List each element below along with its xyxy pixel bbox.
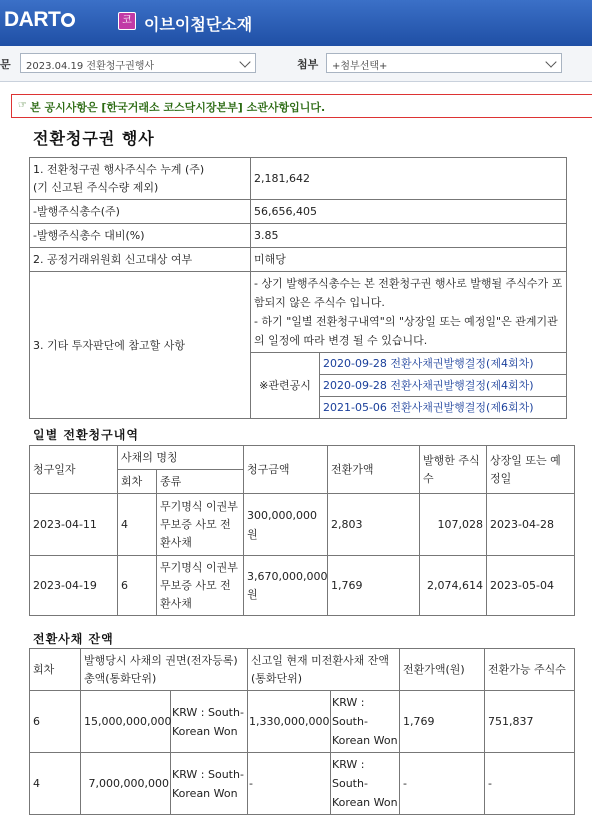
cell-remaining-amount: 1,330,000,000 [248, 691, 331, 753]
table-row [30, 272, 567, 353]
cell-date: 2023-04-11 [30, 494, 118, 556]
cell-convertible-shares: - [485, 753, 575, 815]
summary-value: 56,656,405 [251, 200, 567, 224]
related-disclosure-label: ※관련공시 [251, 353, 320, 419]
attachment-select[interactable] [326, 53, 562, 73]
other-info-label: 3. 기타 투자판단에 참고할 사항 [30, 272, 251, 419]
cell-amount: 300,000,000원 [244, 494, 328, 556]
header-date: 청구일자 [30, 446, 118, 494]
cell-convertible-shares: 751,837 [485, 691, 575, 753]
logo-ring-icon [61, 13, 75, 27]
cell-date: 2023-04-19 [30, 556, 118, 616]
report-select[interactable] [20, 53, 256, 73]
related-disclosure-link[interactable]: 2020-09-28 전환사채권발행결정(제4회차) [320, 353, 566, 375]
cell-conversion-price: - [400, 753, 485, 815]
table-row [30, 200, 567, 224]
summary-value: 3.85 [251, 224, 567, 248]
related-disclosure-link[interactable]: 2021-05-06 전환사채권발행결정(제6회차) [323, 401, 534, 414]
cell-face-amount: 15,000,000,000 [81, 691, 171, 753]
cell-listing-date: 2023-05-04 [487, 556, 575, 616]
cell-face-unit: KRW : South-Korean Won [171, 753, 248, 815]
header-round: 회차 [30, 649, 81, 691]
header-kind: 종류 [157, 470, 244, 494]
top-header [0, 0, 592, 46]
cell-round: 6 [118, 556, 157, 616]
attachment-select-label: 첨부 [297, 58, 319, 71]
table-row [30, 691, 575, 753]
cell-round: 4 [30, 753, 81, 815]
cell-round: 6 [30, 691, 81, 753]
table-row [30, 494, 575, 556]
table-row [30, 158, 567, 200]
logo-text: DART [4, 8, 61, 31]
table-row [30, 753, 575, 815]
header-remaining-amount: 신고일 현재 미전환사채 잔액 (통화단위) [248, 649, 400, 691]
report-select-value: 2023.04.19 전환청구권행사 [26, 61, 155, 72]
related-disclosure-list [320, 353, 567, 419]
summary-label: -발행주식총수(주) [30, 200, 251, 224]
table-header-row [30, 446, 575, 470]
cell-shares: 107,028 [420, 494, 487, 556]
cell-remaining-amount: - [248, 753, 331, 815]
attachment-select-value: +첨부선택+ [332, 61, 388, 72]
cell-face-unit: KRW : South-Korean Won [171, 691, 248, 753]
balance-section-title: 전환사채 잔액 [33, 632, 114, 646]
table-row [30, 556, 575, 616]
header-price: 전환가액 [328, 446, 420, 494]
notice-text: 본 공시사항은 [한국거래소 코스닥시장본부] 소관사항입니다. [30, 101, 326, 114]
chevron-down-icon [545, 56, 556, 67]
header-amount: 청구금액 [244, 446, 328, 494]
summary-value: 미해당 [251, 248, 567, 272]
cell-face-amount: 7,000,000,000 [81, 753, 171, 815]
summary-label: 2. 공정거래위원회 신고대상 여부 [30, 248, 251, 272]
cell-amount: 3,670,000,000원 [244, 556, 328, 616]
daily-section-title: 일별 전환청구내역 [33, 428, 139, 442]
related-disclosure-link[interactable]: 2020-09-28 전환사채권발행결정(제4회차) [320, 375, 566, 397]
summary-label: 1. 전환청구권 행사주식수 누계 (주) (기 신고된 주식수량 제외) [30, 158, 251, 200]
header-shares: 발행한 주식수 [420, 446, 487, 494]
corp-type-badge: 코 [118, 12, 136, 30]
cell-conversion-price: 1,769 [400, 691, 485, 753]
cell-price: 1,769 [328, 556, 420, 616]
jurisdiction-notice [11, 94, 592, 118]
cell-round: 4 [118, 494, 157, 556]
pointing-hand-icon: ☞ [18, 100, 27, 111]
daily-requests-table [29, 445, 575, 616]
cell-remaining-unit: KRW : South-Korean Won [331, 691, 400, 753]
cell-price: 2,803 [328, 494, 420, 556]
header-convertible-shares: 전환가능 주식수 [485, 649, 575, 691]
page-title: 전환청구권 행사 [33, 129, 155, 148]
cell-kind: 무기명식 이권부 무보증 사모 전환사채 [157, 556, 244, 616]
dart-logo[interactable] [4, 8, 75, 32]
table-header-row [30, 649, 575, 691]
other-info-text: - 상기 발행주식총수는 본 전환청구권 행사로 발행될 주식수가 포함되지 않은 주식수 입니다. - 하기 "일별 전환청구내역"의 "상장일 또는 예정일"은 관계기관의 일정에 따라 변경 될 수 있습니다. [251, 272, 567, 353]
chevron-down-icon [239, 56, 250, 67]
company-name[interactable]: 이브이첨단소재 [144, 15, 253, 34]
summary-label: -발행주식총수 대비(%) [30, 224, 251, 248]
cell-remaining-unit: KRW : South-Korean Won [331, 753, 400, 815]
summary-value: 2,181,642 [251, 158, 567, 200]
header-listing-date: 상장일 또는 예정일 [487, 446, 575, 494]
bond-balance-table [29, 648, 575, 815]
table-row [30, 248, 567, 272]
summary-table [29, 157, 567, 419]
header-bond-name: 사채의 명칭 [118, 446, 244, 470]
report-select-label: 문 [0, 58, 11, 71]
cell-shares: 2,074,614 [420, 556, 487, 616]
cell-listing-date: 2023-04-28 [487, 494, 575, 556]
header-conversion-price: 전환가액(원) [400, 649, 485, 691]
cell-kind: 무기명식 이권부 무보증 사모 전환사채 [157, 494, 244, 556]
table-row [30, 224, 567, 248]
header-round: 회차 [118, 470, 157, 494]
header-face-amount: 발행당시 사채의 권면(전자등록)총액(통화단위) [81, 649, 248, 691]
toolbar [0, 46, 592, 82]
